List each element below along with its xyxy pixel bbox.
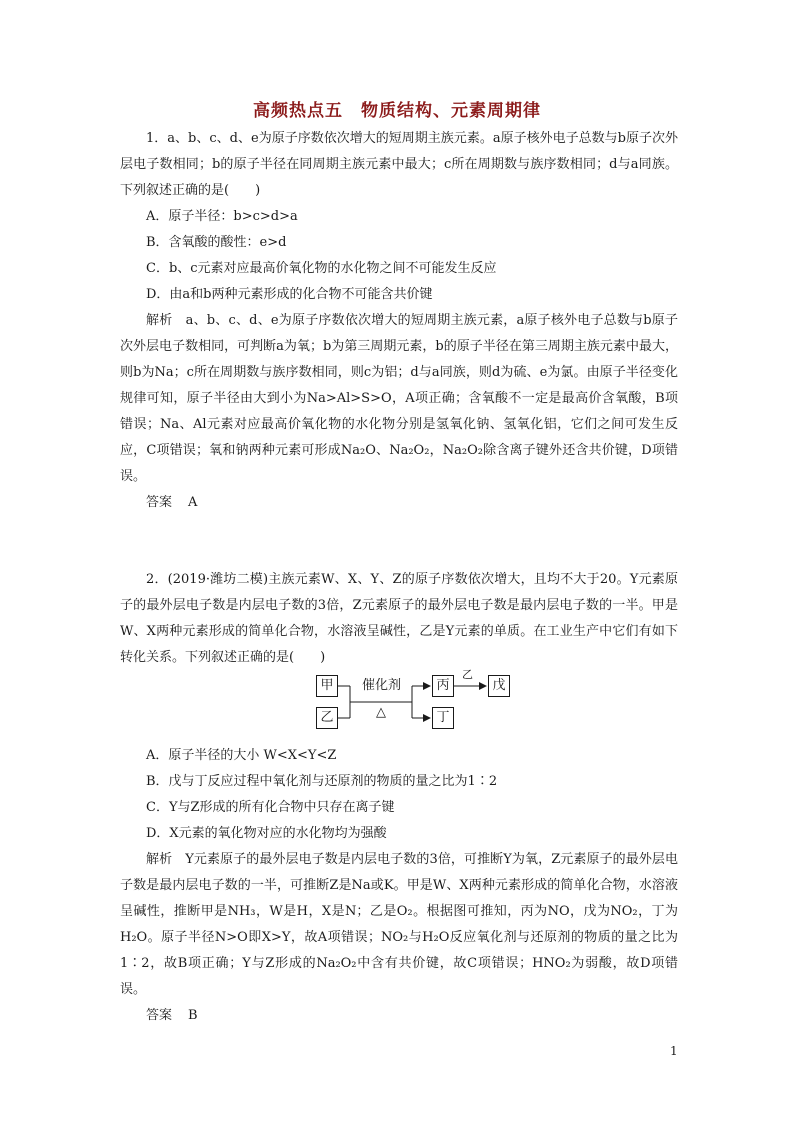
- box-wu: 戊: [488, 675, 510, 697]
- answer-value: A: [188, 495, 198, 510]
- question-2-stem: 2．(2019·潍坊二模)主族元素W、X、Y、Z的原子序数依次增大，且均不大于20。Y元素原子的最外层电子数是内层电子数的3倍，Z元素原子的最外层电子数是最内层电子数的一半。甲是W、X两种元素形成的简单化合物，水溶液呈碱性，乙是Y元素的单质。在工业生产中它们有如下转化关系。下列叙述正确的是( ): [120, 572, 678, 665]
- question-1-option-a: A．原子半径：b>c>d>a: [146, 209, 298, 224]
- conversion-diagram: [120, 668, 678, 735]
- answer-value: B: [188, 1008, 198, 1023]
- question-2-answer: [120, 1003, 678, 1029]
- question-2-option-d: D．X元素的氧化物对应的水化物均为强酸: [146, 826, 387, 841]
- question-1-option-b: B．含氧酸的酸性：e>d: [146, 235, 287, 250]
- box-jia: 甲: [316, 675, 338, 697]
- catalyst-label: 催化剂: [362, 678, 402, 693]
- heat-symbol: △: [376, 705, 386, 720]
- question-1-answer: [120, 490, 678, 516]
- box-yi: 乙: [316, 707, 338, 729]
- question-2: [120, 567, 678, 1029]
- answer-label: 答案: [146, 1008, 173, 1023]
- question-1-option-d: D．由a和b两种元素形成的化合物不可能含共价键: [146, 287, 433, 302]
- arrow-label-yi: 乙: [462, 668, 473, 681]
- question-1-analysis: 解析 a、b、c、d、e为原子序数依次增大的短周期主族元素，a原子核外电子总数与b原子次外层电子数相同，可判断a为氧；b为第三周期元素，b的原子半径在第三周期主族元素中最大，则b为Na；c所在周期数与族序数相同，则c为铝；d与a同族，则d为硫、e为氯。由原子半径变化规律可知，原子半径由大到小为Na>Al>S>O，A项正确；含氧酸不一定是最高价含氧酸，B项错误；Na、Al元素对应最高价氧化物的水化物分别是氢氧化钠、氢氧化铝，它们之间可发生反应，C项错误；氧和钠两种元素可形成Na₂O、Na₂O₂，Na₂O₂除含离子键外还含共价键，D项错误。: [120, 313, 678, 484]
- question-1-option-c: C．b、c元素对应最高价氧化物的水化物之间不可能发生反应: [146, 261, 497, 276]
- page-title: 高频热点五 物质结构、元素周期律: [253, 101, 541, 121]
- question-2-analysis: 解析 Y元素原子的最外层电子数是内层电子数的3倍，可推断Y为氧，Z元素原子的最外层电子数是最内层电子数的一半，可推断Z是Na或K。甲是W、X两种元素形成的简单化合物，水溶液呈碱性，推断甲是NH₃，W是H，X是N；乙是O₂。根据图可推知，丙为NO，戊为NO₂，丁为H₂O。原子半径N>O即X>Y，故A项错误；NO₂与H₂O反应氧化剂与还原剂的物质的量之比为1∶2，故B项正确；Y与Z形成的Na₂O₂中含有共价键，故C项错误；HNO₂为弱酸，故D项错误。: [120, 852, 678, 997]
- page-number: 1: [670, 1044, 678, 1058]
- question-2-option-c: C．Y与Z形成的所有化合物中只存在离子键: [146, 800, 395, 815]
- question-2-option-b: B．戊与丁反应过程中氧化剂与还原剂的物质的量之比为1∶2: [146, 774, 498, 789]
- question-1: [120, 126, 678, 516]
- question-1-stem: 1．a、b、c、d、e为原子序数依次增大的短周期主族元素。a原子核外电子总数与b原子次外层电子数相同；b的原子半径在同周期主族元素中最大；c所在周期数与族序数相同；d与a同族。下列叙述正确的是( ): [120, 131, 678, 198]
- box-ding: 丁: [432, 707, 454, 729]
- question-2-option-a: A．原子半径的大小 W<X<Y<Z: [146, 748, 337, 763]
- box-bing: 丙: [432, 675, 454, 697]
- answer-label: 答案: [146, 495, 173, 510]
